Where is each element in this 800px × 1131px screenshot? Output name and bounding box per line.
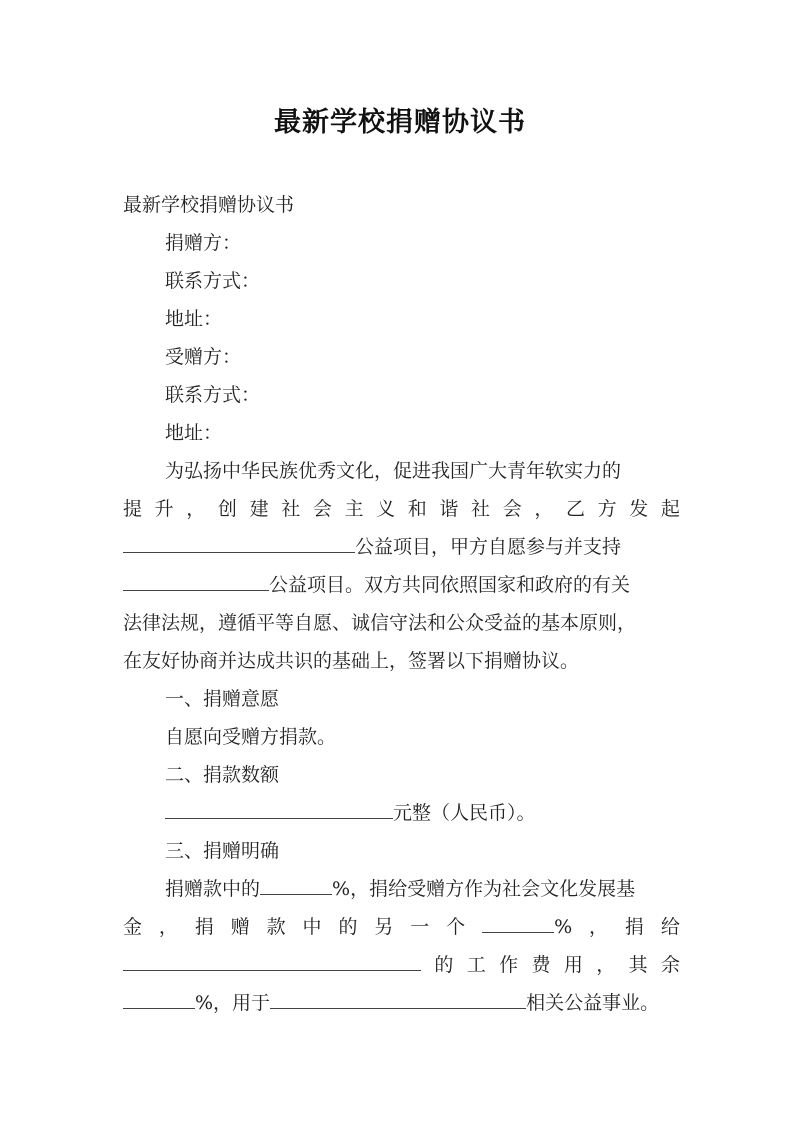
s3-char: 个 (446, 916, 466, 938)
s3-char: 赠 (230, 916, 250, 938)
intro-char: 社 (281, 498, 301, 520)
s3-line4-suffix: 相关公益事业。 (526, 992, 660, 1014)
intro-char: ， (534, 498, 554, 520)
s3-char: 工 (466, 954, 486, 976)
s3-char: 作 (499, 954, 519, 976)
intro-line-2 (123, 490, 680, 528)
donor-address-field: 地址： (165, 308, 223, 330)
percent-blank-2[interactable] (482, 908, 554, 933)
s3-char: 余 (660, 954, 680, 976)
intro-char: ， (186, 498, 206, 520)
s3-char: 中 (302, 916, 322, 938)
intro-char: 提 (123, 498, 143, 520)
s3-char: % (554, 916, 573, 938)
s3-char: 费 (531, 954, 551, 976)
s3-line1-prefix: 捐赠款中的 (165, 878, 261, 900)
intro-line-3-text: 公益项目，甲方自愿参与并支持 (355, 536, 622, 558)
percent-blank-1[interactable] (260, 870, 332, 895)
s3-char: 其 (628, 954, 648, 976)
s3-char: 的 (338, 916, 358, 938)
percent-blank-3[interactable] (123, 984, 195, 1009)
intro-line-5: 法律法规，遵循平等自愿、诚信守法和公众受益的基本原则， (123, 612, 637, 634)
intro-char: 主 (344, 498, 364, 520)
recipient-address-field: 地址： (165, 422, 223, 444)
section-2-heading: 二、捐款数额 (165, 764, 280, 786)
s3-char: 捐 (624, 916, 644, 938)
recipient-contact-field: 联系方式： (165, 384, 261, 406)
s3-char: 金 (123, 916, 143, 938)
section-2-amount-line (123, 794, 680, 832)
amount-suffix: 元整（人民币）。 (393, 802, 536, 824)
s3-char: ， (158, 916, 178, 938)
intro-char: 升 (154, 498, 174, 520)
s3-char: 用 (563, 954, 583, 976)
s3-char: 另 (374, 916, 394, 938)
s3-char: 给 (660, 916, 680, 938)
intro-char: 乙 (565, 498, 585, 520)
intro-char: 建 (249, 498, 269, 520)
intro-char: 会 (312, 498, 332, 520)
intro-char: 方 (597, 498, 617, 520)
recipient-use-blank[interactable] (123, 946, 421, 971)
intro-line-4-text: 公益项目。双方共同依照国家和政府的有关 (269, 574, 631, 596)
section-3-line-2 (123, 908, 680, 946)
section-1-heading: 一、捐赠意愿 (165, 688, 280, 710)
intro-line-1: 为弘扬中华民族优秀文化，促进我国广大青年软实力的 (165, 460, 622, 482)
intro-char: 谐 (439, 498, 459, 520)
s3-char: ， (589, 916, 609, 938)
section-3-line-4 (123, 984, 680, 1022)
s3-char: 款 (266, 916, 286, 938)
intro-char: 发 (629, 498, 649, 520)
section-1-text: 自愿向受赠方捐款。 (165, 726, 337, 748)
amount-blank[interactable] (165, 794, 393, 819)
donor-contact-field: 联系方式： (165, 270, 261, 292)
s3-char: 一 (410, 916, 430, 938)
subtitle-line: 最新学校捐赠协议书 (123, 194, 295, 216)
purpose-blank[interactable] (270, 984, 526, 1009)
s3-line1-suffix: %，捐给受赠方作为社会文化发展基 (332, 878, 636, 900)
intro-char: 创 (217, 498, 237, 520)
intro-line-4 (123, 566, 680, 604)
s3-char: 的 (434, 954, 454, 976)
intro-char: 义 (376, 498, 396, 520)
donor-field: 捐赠方： (165, 232, 242, 254)
intro-line-6: 在友好协商并达成共识的基础上，签署以下捐赠协议。 (123, 650, 580, 672)
intro-char: 起 (660, 498, 680, 520)
intro-char: 会 (502, 498, 522, 520)
s3-char: ， (596, 954, 616, 976)
s3-char: 捐 (194, 916, 214, 938)
section-3-heading: 三、捐赠明确 (165, 840, 280, 862)
project-name-blank[interactable] (123, 528, 355, 553)
section-3-line-1 (123, 870, 680, 908)
section-3-line-3 (123, 946, 680, 984)
intro-line-3 (123, 528, 680, 566)
document-body (123, 186, 680, 1022)
document-title: 最新学校捐赠协议书 (274, 107, 526, 138)
recipient-field: 受赠方： (165, 346, 242, 368)
intro-char: 和 (407, 498, 427, 520)
project-name-blank-2[interactable] (123, 566, 269, 591)
s3-line4-mid: %，用于 (195, 992, 271, 1014)
intro-char: 社 (471, 498, 491, 520)
